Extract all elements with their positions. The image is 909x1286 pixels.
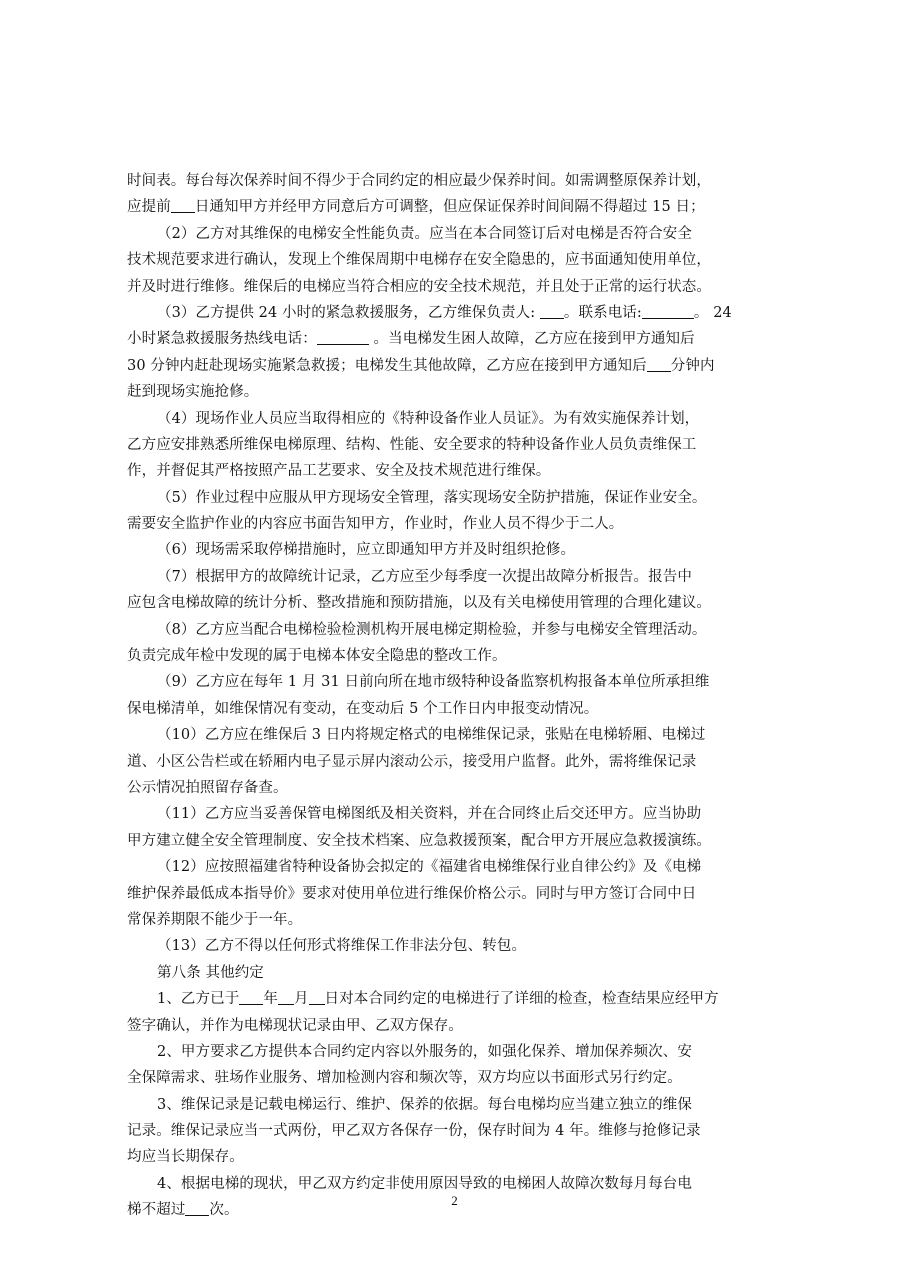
paragraph-line bbox=[127, 1144, 787, 1170]
paragraph-line bbox=[127, 432, 787, 458]
text-run: 赶到现场实施抢修。 bbox=[127, 384, 259, 401]
paragraph-line bbox=[127, 696, 787, 722]
text-run: （2）乙方对其维保的电梯安全性能负责。应当在本合同签订后对电梯是否符合安全 bbox=[157, 225, 692, 242]
paragraph-line bbox=[127, 881, 787, 907]
fill-blank bbox=[317, 330, 369, 345]
text-run: 维护保养最低成本指导价》要求对使用单位进行维保价格公示。同时与甲方签订合同中日 bbox=[127, 885, 697, 902]
paragraph-line bbox=[127, 775, 787, 801]
paragraph-line bbox=[127, 590, 787, 616]
fill-blank bbox=[642, 304, 694, 319]
paragraph-line bbox=[127, 485, 787, 511]
text-run: （13）乙方不得以任何形式将维保工作非法分包、转包。 bbox=[157, 938, 527, 955]
paragraph-line bbox=[127, 168, 787, 194]
text-run: 梯不超过 bbox=[127, 1202, 186, 1219]
text-run: 时间表。每台每次保养时间不得少于合同约定的相应最少保养时间。如需调整原保养计划， bbox=[127, 173, 711, 189]
text-run: （11）乙方应当妥善保管电梯图纸及相关资料，并在合同终止后交还甲方。应当协助 bbox=[157, 806, 702, 823]
text-run: （4）现场作业人员应当取得相应的《特种设备作业人员证》。为有效实施保养计划， bbox=[157, 410, 700, 427]
fill-blank bbox=[540, 304, 564, 319]
text-run: 年 bbox=[263, 991, 278, 1008]
text-run: （8）乙方应当配合电梯检验检测机构开展电梯定期检验，并参与电梯安全管理活动。 bbox=[157, 621, 707, 638]
paragraph-line bbox=[127, 458, 787, 484]
text-run: 并及时进行维修。维保后的电梯应当符合相应的安全技术规范，并且处于正常的运行状态。 bbox=[127, 278, 711, 295]
text-run: 应包含电梯故障的统计分析、整改措施和预防措施，以及有关电梯使用管理的合理化建议。 bbox=[127, 595, 711, 612]
paragraph-line bbox=[127, 722, 787, 748]
paragraph-line bbox=[127, 511, 787, 537]
text-run: 公示情况拍照留存备查。 bbox=[127, 779, 288, 796]
paragraph-line bbox=[127, 933, 787, 959]
text-run: 保电梯清单，如维保情况有变动，在变动后 5 个工作日内申报变动情况。 bbox=[127, 700, 599, 717]
fill-blank bbox=[647, 357, 671, 372]
section-heading bbox=[127, 960, 787, 986]
text-run: 负责完成年检中发现的属于电梯本体安全隐患的整改工作。 bbox=[127, 648, 507, 665]
text-run: 需要安全监护作业的内容应书面告知甲方，作业时，作业人员不得少于二人。 bbox=[127, 516, 624, 533]
text-run: 4、根据电梯的现状，甲乙双方约定非使用原因导致的电梯困人故障次数每月每台电 bbox=[157, 1175, 692, 1192]
paragraph-line bbox=[127, 353, 787, 379]
paragraph-line bbox=[127, 749, 787, 775]
paragraph-line bbox=[127, 643, 787, 669]
text-run: 。 24 bbox=[693, 304, 732, 321]
text-run: 均应当长期保存。 bbox=[127, 1149, 244, 1166]
text-run: （6）现场需采取停梯措施时，应立即通知甲方并及时组织抢修。 bbox=[157, 542, 576, 559]
paragraph-line bbox=[127, 801, 787, 827]
page-number: 2 bbox=[451, 1193, 458, 1208]
text-run: 30 分钟内赶赴现场实施紧急救援；电梯发生其他故障，乙方应在接到甲方通知后 bbox=[127, 357, 647, 374]
text-run: 签字确认，并作为电梯现状记录由甲、乙双方保存。 bbox=[127, 1017, 463, 1034]
paragraph-line bbox=[127, 221, 787, 247]
paragraph-line bbox=[127, 564, 787, 590]
text-run: 2、甲方要求乙方提供本合同约定内容以外服务的，如强化保养、增加保养频次、安 bbox=[157, 1043, 692, 1060]
paragraph-line bbox=[127, 194, 787, 220]
text-run: 1、乙方已于 bbox=[157, 991, 240, 1008]
text-run: （5）作业过程中应服从甲方现场安全管理，落实现场安全防护措施，保证作业安全。 bbox=[157, 489, 707, 506]
fill-blank bbox=[278, 990, 294, 1005]
paragraph-line bbox=[127, 986, 787, 1012]
paragraph-line bbox=[127, 274, 787, 300]
paragraph-line bbox=[127, 907, 787, 933]
text-run: 技术规范要求进行确认，发现上个维保周期中电梯存在安全隐患的，应书面通知使用单位， bbox=[127, 252, 711, 269]
fill-blank bbox=[171, 198, 195, 213]
paragraph-line bbox=[127, 326, 787, 352]
text-run: 常保养期限不能少于一年。 bbox=[127, 911, 303, 928]
paragraph-line bbox=[127, 1013, 787, 1039]
text-run: 第八条 其他约定 bbox=[157, 964, 264, 981]
text-run: 作，并督促其严格按照产品工艺要求、安全及技术规范进行维保。 bbox=[127, 463, 551, 480]
text-run: 次。 bbox=[209, 1202, 239, 1219]
text-run: 全保障需求、驻场作业服务、增加检测内容和频次等，双方均应以书面形式另行约定。 bbox=[127, 1070, 682, 1087]
text-run: （12）应按照福建省特种设备协会拟定的《福建省电梯维保行业自律公约》及《电梯 bbox=[157, 859, 702, 876]
paragraph-line bbox=[127, 1039, 787, 1065]
paragraph-line bbox=[127, 406, 787, 432]
paragraph-line bbox=[127, 617, 787, 643]
text-run: 日对本合同约定的电梯进行了详细的检查，检查结果应经甲方 bbox=[324, 991, 719, 1008]
fill-blank bbox=[309, 990, 325, 1005]
paragraph-line bbox=[127, 1065, 787, 1091]
text-run: 日通知甲方并经甲方同意后方可调整，但应保证保养时间间隔不得超过 15 日； bbox=[194, 199, 705, 216]
text-run: 甲方建立健全安全管理制度、安全技术档案、应急救援预案，配合甲方开展应急救援演练。 bbox=[127, 832, 711, 849]
text-run: 3、维保记录是记载电梯运行、维护、保养的依据。每台电梯均应当建立独立的维保 bbox=[157, 1096, 692, 1113]
text-run: 。联系电话: bbox=[563, 304, 642, 321]
text-run: 月 bbox=[293, 991, 309, 1008]
text-run: 记录。维保记录应当一式两份，甲乙双方各保存一份，保存时间为 4 年。维修与抢修记录 bbox=[127, 1123, 701, 1140]
paragraph-line bbox=[127, 300, 787, 326]
paragraph-line bbox=[127, 1092, 787, 1118]
paragraph-line bbox=[127, 537, 787, 563]
paragraph-line bbox=[127, 1118, 787, 1144]
document-body bbox=[127, 168, 787, 1224]
paragraph-line bbox=[127, 828, 787, 854]
text-run: （9）乙方应在每年 1 月 31 日前向所在地市级特种设备监察机构报备本单位所承担维 bbox=[157, 674, 710, 691]
paragraph-line bbox=[127, 669, 787, 695]
text-run: （7）根据甲方的故障统计记录，乙方应至少每季度一次提出故障分析报告。报告中 bbox=[157, 568, 692, 585]
text-run: （10）乙方应在维保后 3 日内将规定格式的电梯维保记录，张贴在电梯轿厢、电梯过 bbox=[157, 727, 706, 744]
paragraph-line bbox=[127, 379, 787, 405]
text-run: 小时紧急救援服务热线电话： bbox=[127, 331, 317, 348]
text-run: 乙方应安排熟悉所维保电梯原理、结构、性能、安全要求的特种设备作业人员负责维保工 bbox=[127, 436, 697, 453]
text-run: 分钟内 bbox=[670, 357, 715, 374]
paragraph-line bbox=[127, 854, 787, 880]
text-run: 道、小区公告栏或在轿厢内电子显示屏内滚动公示，接受用户监督。此外，需将维保记录 bbox=[127, 753, 697, 770]
text-run: 。当电梯发生困人故障，乙方应在接到甲方通知后 bbox=[368, 331, 695, 348]
text-run: （3）乙方提供 24 小时的紧急救援服务，乙方维保负责人: bbox=[157, 304, 540, 321]
paragraph-line bbox=[127, 247, 787, 273]
fill-blank bbox=[239, 990, 263, 1005]
text-run: 应提前 bbox=[127, 199, 171, 216]
